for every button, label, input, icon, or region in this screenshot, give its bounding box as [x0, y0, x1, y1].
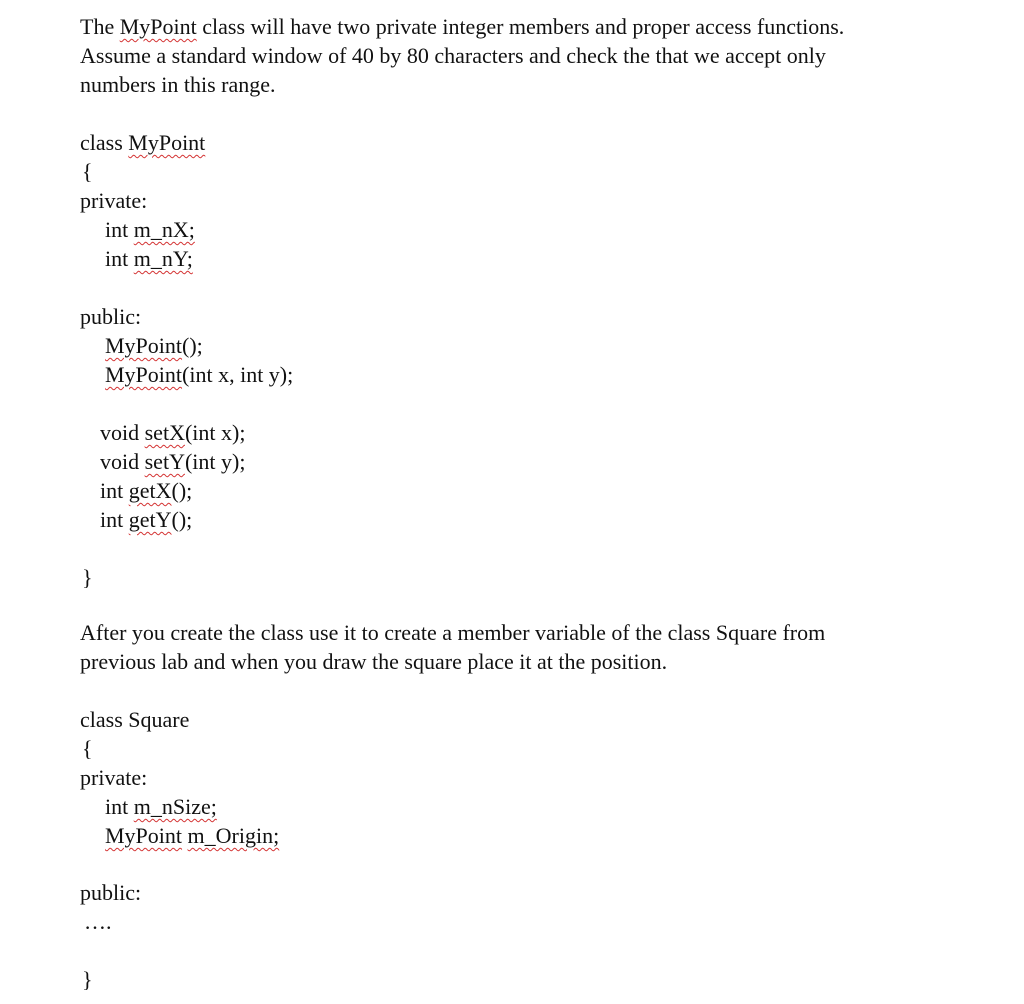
- spell-underlined-word: m_nX;: [133, 217, 195, 242]
- intro-line-1: [80, 12, 844, 41]
- square-ellipsis: ….: [84, 909, 112, 934]
- mypoint-public-label: public:: [80, 304, 142, 329]
- code-text: ();: [182, 333, 203, 358]
- spell-underlined-word: setY: [144, 449, 185, 474]
- mypoint-method-sety: [100, 447, 245, 476]
- mypoint-default-constructor: [105, 331, 203, 360]
- spell-underlined-word: MyPoint: [119, 14, 197, 39]
- mypoint-open-brace: {: [82, 159, 93, 184]
- code-text: ();: [171, 507, 193, 532]
- mypoint-method-gety: [100, 505, 192, 534]
- type-keyword: int: [100, 507, 129, 532]
- spell-underlined-word: MyPoint: [128, 130, 206, 155]
- spell-underlined-word: getY: [128, 507, 172, 532]
- intro-line-3: numbers in this range.: [80, 72, 276, 97]
- spell-underlined-word: MyPoint: [105, 333, 183, 358]
- code-text: (int x, int y);: [182, 362, 294, 387]
- intro-text: The: [80, 14, 120, 39]
- spell-underlined-word: setX: [144, 420, 185, 445]
- intro-text: class will have two private integer members and proper access functions.: [196, 14, 845, 39]
- square-field-origin: [105, 821, 279, 850]
- code-text: (int y);: [184, 449, 246, 474]
- mypoint-close-brace: }: [82, 565, 93, 590]
- code-text: ();: [171, 478, 193, 503]
- mypoint-method-getx: [100, 476, 192, 505]
- spell-underlined-word: m_Origin;: [187, 823, 280, 848]
- spell-underlined-word: getX: [128, 478, 172, 503]
- square-private-label: private:: [80, 765, 148, 790]
- intro-line-2: Assume a standard window of 40 by 80 characters and check the that we accept only: [80, 43, 826, 68]
- square-open-brace: {: [82, 736, 93, 761]
- mypoint-class-declaration: [80, 128, 205, 157]
- middle-line-1: After you create the class use it to create a member variable of the class Square from: [80, 620, 826, 645]
- middle-line-2: previous lab and when you draw the square place it at the position.: [80, 649, 668, 674]
- type-keyword: int: [100, 478, 129, 503]
- mypoint-method-setx: [100, 418, 245, 447]
- keyword: class: [80, 130, 129, 155]
- square-class-declaration: class Square: [80, 707, 190, 732]
- mypoint-private-label: private:: [80, 188, 148, 213]
- square-field-size: [105, 792, 217, 821]
- type-keyword: void: [100, 449, 145, 474]
- square-public-label: public:: [80, 880, 142, 905]
- spell-underlined-word: MyPoint: [105, 823, 183, 848]
- type-keyword: void: [100, 420, 145, 445]
- type-keyword: int: [105, 246, 134, 271]
- spell-underlined-word: m_nY;: [133, 246, 193, 271]
- mypoint-param-constructor: [105, 360, 293, 389]
- spell-underlined-word: m_nSize;: [133, 794, 217, 819]
- type-keyword: int: [105, 794, 134, 819]
- type-keyword: int: [105, 217, 134, 242]
- spell-underlined-word: MyPoint: [105, 362, 183, 387]
- square-close-brace: }: [82, 967, 93, 992]
- code-text: (int x);: [184, 420, 246, 445]
- mypoint-field-y: [105, 244, 193, 273]
- mypoint-field-x: [105, 215, 195, 244]
